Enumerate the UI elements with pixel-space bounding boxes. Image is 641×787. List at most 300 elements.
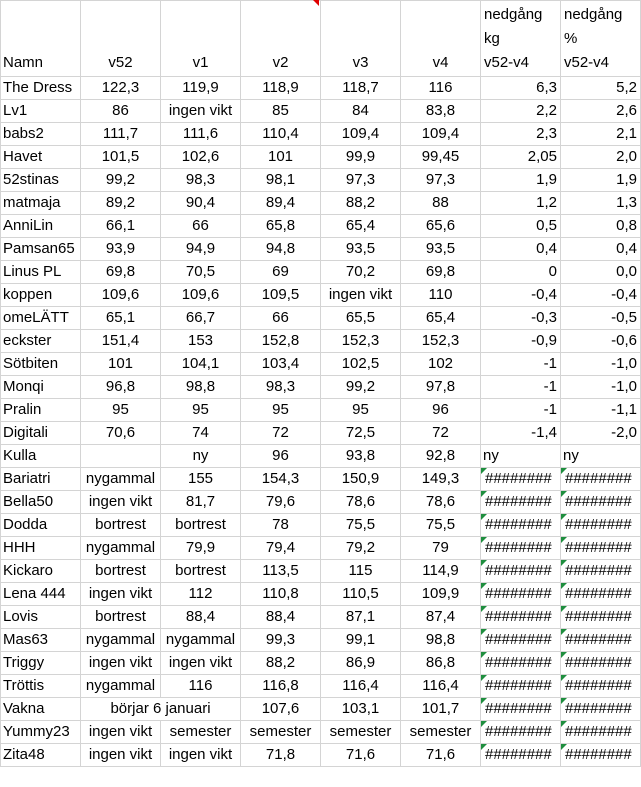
cell-v3[interactable]: 103,1 <box>321 698 401 721</box>
error-indicator-icon[interactable] <box>481 721 487 727</box>
cell-v2[interactable]: 110,4 <box>241 123 321 146</box>
cell-v3[interactable]: 87,1 <box>321 606 401 629</box>
cell-kg[interactable]: 0,4 <box>481 238 561 261</box>
header-pct-line1: nedgång <box>564 6 623 23</box>
cell-v4[interactable]: 98,8 <box>401 629 481 652</box>
cell-v1[interactable]: 88,4 <box>161 606 241 629</box>
cell-v3[interactable]: 86,9 <box>321 652 401 675</box>
cell-v52[interactable]: 109,6 <box>81 284 161 307</box>
cell-v3[interactable]: 99,1 <box>321 629 401 652</box>
cell-v4[interactable]: 79 <box>401 537 481 560</box>
cell-pct-error[interactable] <box>561 652 641 675</box>
cell-v4[interactable]: 78,6 <box>401 491 481 514</box>
error-indicator-icon[interactable] <box>481 675 487 681</box>
cell-v3[interactable]: 150,9 <box>321 468 401 491</box>
cell-name[interactable]: Kulla <box>1 445 81 468</box>
cell-pct[interactable]: ny <box>561 445 641 468</box>
cell-pct-error[interactable] <box>561 721 641 744</box>
cell-name[interactable]: matmaja <box>1 192 81 215</box>
comment-indicator-icon[interactable] <box>313 0 319 6</box>
cell-v4[interactable]: 65,4 <box>401 307 481 330</box>
error-indicator-icon[interactable] <box>481 629 487 635</box>
cell-kg-error[interactable] <box>481 514 561 537</box>
cell-v52[interactable]: 151,4 <box>81 330 161 353</box>
cell-pct-error[interactable] <box>561 491 641 514</box>
cell-pct-text: ######## <box>565 539 632 556</box>
cell-v2[interactable]: semester <box>241 721 321 744</box>
cell-name[interactable]: Monqi <box>1 376 81 399</box>
cell-v52[interactable]: nygammal <box>81 468 161 491</box>
cell-name[interactable]: HHH <box>1 537 81 560</box>
cell-pct[interactable]: 2,6 <box>561 100 641 123</box>
error-indicator-icon[interactable] <box>481 744 487 750</box>
cell-kg[interactable]: -0,4 <box>481 284 561 307</box>
cell-v52[interactable]: 122,3 <box>81 77 161 100</box>
cell-pct[interactable]: -1,1 <box>561 399 641 422</box>
header-kg-line1: nedgång <box>484 6 543 23</box>
cell-v52[interactable]: nygammal <box>81 675 161 698</box>
error-indicator-icon[interactable] <box>561 698 567 704</box>
cell-pct-error[interactable] <box>561 606 641 629</box>
cell-v3[interactable]: 75,5 <box>321 514 401 537</box>
error-indicator-icon[interactable] <box>481 652 487 658</box>
cell-v52[interactable]: 69,8 <box>81 261 161 284</box>
error-indicator-icon[interactable] <box>561 560 567 566</box>
cell-v52[interactable]: 70,6 <box>81 422 161 445</box>
cell-v2[interactable]: 94,8 <box>241 238 321 261</box>
cell-v4[interactable]: 75,5 <box>401 514 481 537</box>
cell-v4[interactable]: 102 <box>401 353 481 376</box>
cell-kg-text: ######## <box>485 631 552 648</box>
cell-name[interactable]: Triggy <box>1 652 81 675</box>
cell-v2[interactable]: 88,2 <box>241 652 321 675</box>
error-indicator-icon[interactable] <box>481 491 487 497</box>
cell-v2[interactable]: 88,4 <box>241 606 321 629</box>
header-pct[interactable] <box>561 1 641 77</box>
cell-v52[interactable]: 99,2 <box>81 169 161 192</box>
cell-kg-text: ######## <box>485 654 552 671</box>
cell-v4[interactable]: 72 <box>401 422 481 445</box>
cell-name[interactable]: eckster <box>1 330 81 353</box>
cell-v3[interactable]: 93,8 <box>321 445 401 468</box>
error-indicator-icon[interactable] <box>561 514 567 520</box>
cell-v2[interactable]: 152,8 <box>241 330 321 353</box>
cell-name[interactable]: Lv1 <box>1 100 81 123</box>
cell-merged-note[interactable]: börjar 6 januari <box>81 698 241 721</box>
cell-pct[interactable]: -1,0 <box>561 353 641 376</box>
cell-kg[interactable]: 1,9 <box>481 169 561 192</box>
cell-v2[interactable]: 110,8 <box>241 583 321 606</box>
cell-v4[interactable]: 149,3 <box>401 468 481 491</box>
cell-pct[interactable]: 2,0 <box>561 146 641 169</box>
cell-kg-error[interactable] <box>481 606 561 629</box>
cell-v3[interactable]: 110,5 <box>321 583 401 606</box>
cell-v4[interactable]: semester <box>401 721 481 744</box>
cell-v1[interactable]: 70,5 <box>161 261 241 284</box>
cell-name[interactable]: Linus PL <box>1 261 81 284</box>
cell-v3[interactable]: 93,5 <box>321 238 401 261</box>
cell-v1[interactable]: 155 <box>161 468 241 491</box>
cell-v52[interactable]: 95 <box>81 399 161 422</box>
cell-kg-error[interactable] <box>481 491 561 514</box>
cell-v3[interactable]: 116,4 <box>321 675 401 698</box>
cell-v4[interactable]: 83,8 <box>401 100 481 123</box>
cell-v4[interactable]: 88 <box>401 192 481 215</box>
cell-v52[interactable]: 65,1 <box>81 307 161 330</box>
cell-v4[interactable]: 65,6 <box>401 215 481 238</box>
cell-v52[interactable]: nygammal <box>81 537 161 560</box>
cell-kg-text: ######## <box>485 585 552 602</box>
cell-v3[interactable]: 99,2 <box>321 376 401 399</box>
cell-kg[interactable]: 0 <box>481 261 561 284</box>
cell-pct-error[interactable] <box>561 675 641 698</box>
cell-name[interactable]: Yummy23 <box>1 721 81 744</box>
header-v52[interactable]: v52 <box>81 1 161 77</box>
cell-v1[interactable]: 119,9 <box>161 77 241 100</box>
header-kg-line3: v52-v4 <box>484 54 530 71</box>
cell-pct-text: ######## <box>565 746 632 763</box>
cell-v1[interactable]: ingen vikt <box>161 652 241 675</box>
cell-name[interactable]: koppen <box>1 284 81 307</box>
cell-v2[interactable]: 71,8 <box>241 744 321 767</box>
cell-kg-error[interactable] <box>481 629 561 652</box>
cell-v1[interactable]: 95 <box>161 399 241 422</box>
cell-name[interactable]: Pamsan65 <box>1 238 81 261</box>
cell-v2[interactable]: 95 <box>241 399 321 422</box>
cell-name[interactable]: The Dress <box>1 77 81 100</box>
cell-v1[interactable]: bortrest <box>161 514 241 537</box>
cell-v2[interactable]: 154,3 <box>241 468 321 491</box>
header-v4[interactable]: v4 <box>401 1 481 77</box>
cell-v1[interactable]: bortrest <box>161 560 241 583</box>
cell-v52[interactable]: ingen vikt <box>81 491 161 514</box>
error-indicator-icon[interactable] <box>561 675 567 681</box>
cell-v52[interactable]: bortrest <box>81 606 161 629</box>
cell-v2[interactable]: 101 <box>241 146 321 169</box>
cell-v1[interactable]: 104,1 <box>161 353 241 376</box>
cell-kg[interactable]: -0,9 <box>481 330 561 353</box>
cell-v4[interactable]: 86,8 <box>401 652 481 675</box>
cell-pct[interactable]: 1,3 <box>561 192 641 215</box>
cell-kg[interactable]: -1 <box>481 353 561 376</box>
cell-v52[interactable]: 89,2 <box>81 192 161 215</box>
cell-kg[interactable]: -1 <box>481 376 561 399</box>
cell-pct[interactable]: -1,0 <box>561 376 641 399</box>
cell-kg[interactable]: 1,2 <box>481 192 561 215</box>
cell-v2[interactable]: 99,3 <box>241 629 321 652</box>
cell-v2[interactable]: 85 <box>241 100 321 123</box>
cell-v4[interactable]: 92,8 <box>401 445 481 468</box>
cell-pct-error[interactable] <box>561 468 641 491</box>
table-row <box>1 307 641 330</box>
cell-kg-error[interactable] <box>481 560 561 583</box>
cell-name[interactable]: Bariatri <box>1 468 81 491</box>
cell-v3[interactable]: semester <box>321 721 401 744</box>
cell-kg[interactable]: 6,3 <box>481 77 561 100</box>
cell-v3[interactable]: 65,4 <box>321 215 401 238</box>
cell-pct[interactable]: 5,2 <box>561 77 641 100</box>
cell-kg-text: ######## <box>485 723 552 740</box>
cell-v1[interactable]: nygammal <box>161 629 241 652</box>
error-indicator-icon[interactable] <box>561 468 567 474</box>
cell-kg[interactable]: 2,3 <box>481 123 561 146</box>
cell-v3[interactable]: 88,2 <box>321 192 401 215</box>
cell-name[interactable]: Dodda <box>1 514 81 537</box>
cell-v52[interactable]: 66,1 <box>81 215 161 238</box>
header-row <box>1 1 641 77</box>
cell-v2[interactable]: 72 <box>241 422 321 445</box>
cell-v1[interactable]: 79,9 <box>161 537 241 560</box>
cell-kg[interactable]: -1,4 <box>481 422 561 445</box>
cell-pct-error[interactable] <box>561 514 641 537</box>
error-indicator-icon[interactable] <box>481 468 487 474</box>
cell-kg-text: ######## <box>485 700 552 717</box>
cell-v2[interactable]: 98,1 <box>241 169 321 192</box>
cell-kg-error[interactable] <box>481 652 561 675</box>
cell-v1[interactable]: 112 <box>161 583 241 606</box>
cell-v2[interactable]: 79,4 <box>241 537 321 560</box>
cell-v1[interactable]: 98,3 <box>161 169 241 192</box>
cell-v1[interactable]: 109,6 <box>161 284 241 307</box>
cell-name[interactable]: Pralin <box>1 399 81 422</box>
cell-v4[interactable]: 110 <box>401 284 481 307</box>
cell-v52[interactable] <box>81 445 161 468</box>
cell-v3[interactable]: 71,6 <box>321 744 401 767</box>
cell-v2[interactable]: 113,5 <box>241 560 321 583</box>
cell-v1[interactable]: 102,6 <box>161 146 241 169</box>
cell-v4[interactable]: 109,4 <box>401 123 481 146</box>
cell-pct-error[interactable] <box>561 698 641 721</box>
error-indicator-icon[interactable] <box>561 652 567 658</box>
cell-name[interactable]: Digitali <box>1 422 81 445</box>
cell-kg-error[interactable] <box>481 744 561 767</box>
cell-v3[interactable]: 99,9 <box>321 146 401 169</box>
cell-kg[interactable]: ny <box>481 445 561 468</box>
cell-kg-error[interactable] <box>481 468 561 491</box>
cell-name[interactable]: babs2 <box>1 123 81 146</box>
error-indicator-icon[interactable] <box>561 629 567 635</box>
error-indicator-icon[interactable] <box>561 491 567 497</box>
cell-v1[interactable]: 94,9 <box>161 238 241 261</box>
cell-v52[interactable]: 111,7 <box>81 123 161 146</box>
cell-v52[interactable]: ingen vikt <box>81 721 161 744</box>
cell-v4[interactable]: 87,4 <box>401 606 481 629</box>
cell-v1[interactable]: 66,7 <box>161 307 241 330</box>
cell-pct[interactable]: 2,1 <box>561 123 641 146</box>
cell-v3[interactable]: 118,7 <box>321 77 401 100</box>
cell-v3[interactable]: 115 <box>321 560 401 583</box>
error-indicator-icon[interactable] <box>561 721 567 727</box>
cell-v52[interactable]: 86 <box>81 100 161 123</box>
cell-pct[interactable]: 0,0 <box>561 261 641 284</box>
error-indicator-icon[interactable] <box>481 537 487 543</box>
cell-v3[interactable]: 102,5 <box>321 353 401 376</box>
cell-kg[interactable]: -0,3 <box>481 307 561 330</box>
error-indicator-icon[interactable] <box>561 583 567 589</box>
cell-v2[interactable]: 118,9 <box>241 77 321 100</box>
cell-v1[interactable]: ny <box>161 445 241 468</box>
cell-name[interactable]: AnniLin <box>1 215 81 238</box>
cell-pct-error[interactable] <box>561 537 641 560</box>
error-indicator-icon[interactable] <box>481 698 487 704</box>
cell-v3[interactable]: ingen vikt <box>321 284 401 307</box>
header-v3[interactable]: v3 <box>321 1 401 77</box>
cell-v2[interactable]: 109,5 <box>241 284 321 307</box>
table-row <box>1 422 641 445</box>
cell-kg-text: ######## <box>485 608 552 625</box>
cell-v2[interactable]: 79,6 <box>241 491 321 514</box>
cell-v3[interactable]: 84 <box>321 100 401 123</box>
cell-kg[interactable]: 0,5 <box>481 215 561 238</box>
cell-v4[interactable]: 152,3 <box>401 330 481 353</box>
cell-v1[interactable]: 74 <box>161 422 241 445</box>
cell-kg-error[interactable] <box>481 583 561 606</box>
cell-v4[interactable]: 116 <box>401 77 481 100</box>
cell-kg-text: ######## <box>485 493 552 510</box>
cell-name[interactable]: Tröttis <box>1 675 81 698</box>
cell-v3[interactable]: 65,5 <box>321 307 401 330</box>
cell-v1[interactable]: 153 <box>161 330 241 353</box>
cell-pct[interactable]: -2,0 <box>561 422 641 445</box>
cell-v1[interactable]: 116 <box>161 675 241 698</box>
cell-name[interactable]: Sötbiten <box>1 353 81 376</box>
cell-pct[interactable]: -0,6 <box>561 330 641 353</box>
error-indicator-icon[interactable] <box>561 606 567 612</box>
cell-v1[interactable]: 111,6 <box>161 123 241 146</box>
cell-v1[interactable]: semester <box>161 721 241 744</box>
error-indicator-icon[interactable] <box>561 744 567 750</box>
cell-pct[interactable]: 0,8 <box>561 215 641 238</box>
cell-v3[interactable]: 78,6 <box>321 491 401 514</box>
cell-v3[interactable]: 72,5 <box>321 422 401 445</box>
header-kg-line2: kg <box>484 30 500 47</box>
cell-v52[interactable]: bortrest <box>81 514 161 537</box>
cell-v3[interactable]: 109,4 <box>321 123 401 146</box>
cell-v4[interactable]: 96 <box>401 399 481 422</box>
cell-v4[interactable]: 99,45 <box>401 146 481 169</box>
error-indicator-icon[interactable] <box>561 537 567 543</box>
cell-v1[interactable]: 66 <box>161 215 241 238</box>
cell-pct[interactable]: 0,4 <box>561 238 641 261</box>
cell-v2[interactable]: 65,8 <box>241 215 321 238</box>
cell-name[interactable]: 52stinas <box>1 169 81 192</box>
cell-name[interactable]: omeLÄTT <box>1 307 81 330</box>
cell-v4[interactable]: 109,9 <box>401 583 481 606</box>
cell-v2[interactable]: 89,4 <box>241 192 321 215</box>
cell-name[interactable]: Mas63 <box>1 629 81 652</box>
cell-v1[interactable]: 98,8 <box>161 376 241 399</box>
header-name[interactable]: Namn <box>1 1 81 77</box>
cell-v1[interactable]: 90,4 <box>161 192 241 215</box>
cell-pct-text: ######## <box>565 654 632 671</box>
cell-v2[interactable]: 66 <box>241 307 321 330</box>
cell-name[interactable]: Havet <box>1 146 81 169</box>
cell-v2[interactable]: 78 <box>241 514 321 537</box>
cell-pct[interactable]: -0,4 <box>561 284 641 307</box>
cell-name[interactable]: Zita48 <box>1 744 81 767</box>
cell-v2[interactable]: 107,6 <box>241 698 321 721</box>
cell-v52[interactable]: ingen vikt <box>81 744 161 767</box>
cell-v3[interactable]: 79,2 <box>321 537 401 560</box>
cell-v2[interactable]: 96 <box>241 445 321 468</box>
table-row <box>1 583 641 606</box>
cell-v52[interactable]: 101,5 <box>81 146 161 169</box>
cell-kg[interactable]: 2,2 <box>481 100 561 123</box>
cell-v2[interactable]: 116,8 <box>241 675 321 698</box>
error-indicator-icon[interactable] <box>481 606 487 612</box>
cell-v2[interactable]: 103,4 <box>241 353 321 376</box>
cell-kg-error[interactable] <box>481 537 561 560</box>
cell-v4[interactable]: 69,8 <box>401 261 481 284</box>
cell-v4[interactable]: 116,4 <box>401 675 481 698</box>
cell-v4[interactable]: 114,9 <box>401 560 481 583</box>
cell-kg-error[interactable] <box>481 721 561 744</box>
cell-v52[interactable]: 101 <box>81 353 161 376</box>
cell-pct-error[interactable] <box>561 560 641 583</box>
cell-v52[interactable]: ingen vikt <box>81 583 161 606</box>
cell-v52[interactable]: 93,9 <box>81 238 161 261</box>
cell-name[interactable]: Lena 444 <box>1 583 81 606</box>
table-row <box>1 721 641 744</box>
cell-pct-error[interactable] <box>561 629 641 652</box>
cell-name[interactable]: Kickaro <box>1 560 81 583</box>
cell-v52[interactable]: bortrest <box>81 560 161 583</box>
cell-kg-text: ######## <box>485 562 552 579</box>
cell-v3[interactable]: 70,2 <box>321 261 401 284</box>
cell-kg[interactable]: -1 <box>481 399 561 422</box>
cell-pct-error[interactable] <box>561 744 641 767</box>
header-pct-line2: % <box>564 30 578 47</box>
error-indicator-icon[interactable] <box>481 560 487 566</box>
cell-name[interactable]: Bella50 <box>1 491 81 514</box>
header-kg[interactable] <box>481 1 561 77</box>
cell-kg-error[interactable] <box>481 698 561 721</box>
cell-v4[interactable]: 97,3 <box>401 169 481 192</box>
cell-kg[interactable]: 2,05 <box>481 146 561 169</box>
error-indicator-icon[interactable] <box>481 514 487 520</box>
cell-v4[interactable]: 101,7 <box>401 698 481 721</box>
cell-pct[interactable]: -0,5 <box>561 307 641 330</box>
cell-v1[interactable]: ingen vikt <box>161 744 241 767</box>
cell-v4[interactable]: 97,8 <box>401 376 481 399</box>
cell-name[interactable]: Lovis <box>1 606 81 629</box>
cell-v1[interactable]: ingen vikt <box>161 100 241 123</box>
cell-v52[interactable]: nygammal <box>81 629 161 652</box>
cell-v52[interactable]: ingen vikt <box>81 652 161 675</box>
cell-kg-error[interactable] <box>481 675 561 698</box>
table-row <box>1 560 641 583</box>
cell-v2[interactable]: 69 <box>241 261 321 284</box>
cell-v3[interactable]: 152,3 <box>321 330 401 353</box>
cell-v1[interactable]: 81,7 <box>161 491 241 514</box>
cell-pct-text: ######## <box>565 677 632 694</box>
cell-pct[interactable]: 1,9 <box>561 169 641 192</box>
cell-v3[interactable]: 97,3 <box>321 169 401 192</box>
cell-name[interactable]: Vakna <box>1 698 81 721</box>
table-row <box>1 330 641 353</box>
cell-v4[interactable]: 71,6 <box>401 744 481 767</box>
cell-v4[interactable]: 93,5 <box>401 238 481 261</box>
cell-pct-error[interactable] <box>561 583 641 606</box>
cell-v2[interactable]: 98,3 <box>241 376 321 399</box>
cell-v52[interactable]: 96,8 <box>81 376 161 399</box>
table-row <box>1 238 641 261</box>
error-indicator-icon[interactable] <box>481 583 487 589</box>
cell-pct-text: ######## <box>565 608 632 625</box>
cell-v3[interactable]: 95 <box>321 399 401 422</box>
header-v2[interactable]: v2 <box>241 1 321 77</box>
header-v1[interactable]: v1 <box>161 1 241 77</box>
